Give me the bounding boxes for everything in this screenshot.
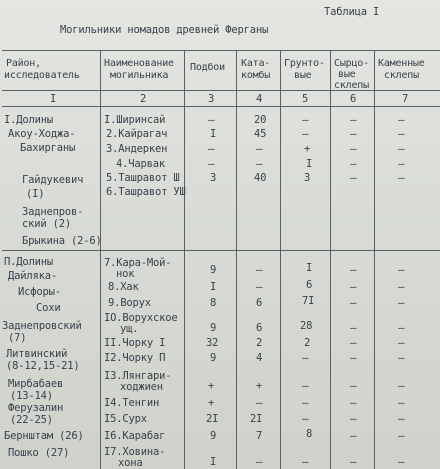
cell-podboi: 2I — [206, 413, 219, 425]
cell-katakomby: – — [256, 157, 263, 170]
col-divider-2 — [184, 50, 185, 469]
cell-kamennye: – — [398, 296, 405, 309]
region-text: I.Долины — [4, 114, 53, 126]
col-number-5: 5 — [302, 93, 309, 105]
cell-podboi: 9 — [210, 352, 217, 364]
site-name: 2.Кайрагач — [106, 128, 168, 140]
cell-syrtsovye: – — [350, 127, 357, 140]
cell-katakomby: – — [256, 396, 263, 409]
header-syrtsovye-2: вые — [338, 69, 356, 80]
cell-podboi: I — [210, 281, 217, 293]
cell-gruntovye: I — [306, 262, 313, 274]
cell-podboi: I — [210, 128, 217, 140]
site-name-cont: нок — [116, 268, 135, 280]
site-name-cont: хона — [118, 457, 143, 469]
cell-syrtsovye: – — [350, 296, 357, 309]
cell-katakomby: – — [256, 280, 263, 293]
cell-syrtsovye: – — [350, 171, 357, 184]
researcher-text: Гайдукевич — [22, 174, 84, 186]
cell-kamennye: – — [398, 351, 405, 364]
cell-gruntovye: 6 — [306, 279, 313, 291]
col-number-6: 6 — [350, 93, 357, 105]
site-name: 9.Ворух — [108, 297, 151, 309]
cell-kamennye: – — [398, 127, 405, 140]
cell-podboi: – — [208, 157, 215, 170]
header-region-2: исследователь — [4, 70, 80, 81]
col-divider-3 — [236, 50, 237, 469]
col-number-2: 2 — [140, 93, 147, 105]
cell-gruntovye: 8 — [306, 428, 313, 440]
cell-gruntovye: I — [306, 158, 313, 170]
header-syrtsovye-1: Сырцо- — [334, 58, 369, 69]
cell-syrtsovye: – — [350, 412, 357, 425]
header-kamennye-2: склепы — [384, 70, 419, 81]
researcher-text: (8-12,15-21) — [6, 360, 80, 372]
cell-katakomby: + — [256, 380, 263, 392]
cell-katakomby: – — [256, 142, 263, 155]
site-name: 6.Ташравот УШ — [106, 186, 186, 198]
cell-katakomby: – — [256, 455, 263, 468]
site-name: IO.Ворухское — [104, 312, 178, 324]
cell-syrtsovye: – — [350, 280, 357, 293]
cell-kamennye: – — [398, 113, 405, 126]
region-text: П.Долины — [4, 256, 53, 268]
cell-podboi: + — [208, 380, 215, 392]
header-gruntovye-2: вые — [294, 70, 312, 81]
col-divider-5 — [330, 50, 331, 469]
cell-gruntovye: – — [302, 127, 309, 140]
header-gruntovye-1: Грунто- — [284, 58, 325, 69]
site-name: I7.Ховина- — [104, 446, 166, 458]
cell-kamennye: – — [398, 429, 405, 442]
cell-gruntovye: – — [302, 455, 309, 468]
cell-kamennye: – — [398, 412, 405, 425]
cell-gruntovye: + — [304, 143, 311, 155]
site-name: 8.Хак — [108, 281, 139, 293]
cell-gruntovye: – — [302, 113, 309, 126]
cell-kamennye: – — [398, 280, 405, 293]
cell-katakomby: – — [256, 263, 263, 276]
researcher-text: Заднепровский — [2, 320, 82, 332]
cell-syrtsovye: – — [350, 336, 357, 349]
cell-kamennye: – — [398, 157, 405, 170]
cell-katakomby: 40 — [254, 172, 267, 184]
researcher-text: (13-14) — [10, 390, 53, 402]
site-name: I.Ширинсай — [104, 114, 166, 126]
site-name: 5.Ташравот Ш — [106, 172, 180, 184]
table-label: Таблица I — [324, 6, 380, 18]
col-number-1: I — [50, 93, 57, 105]
cell-kamennye: – — [398, 171, 405, 184]
site-name: 3.Андеркен — [106, 143, 168, 155]
cell-gruntovye: 2 — [304, 337, 311, 349]
cell-podboi: – — [208, 142, 215, 155]
region-text: Бахирганы — [20, 142, 76, 154]
cell-syrtsovye: – — [350, 455, 357, 468]
cell-podboi: – — [208, 113, 215, 126]
site-name: I2.Чорку П — [104, 352, 166, 364]
researcher-text: Мирбабаев — [8, 378, 64, 390]
cell-syrtsovye: – — [350, 113, 357, 126]
region-text: Сохи — [36, 302, 61, 314]
cell-kamennye: – — [398, 142, 405, 155]
cell-syrtsovye: – — [350, 321, 357, 334]
researcher-text: Брыкина (2-6) — [22, 235, 102, 247]
cell-katakomby: 20 — [254, 114, 267, 126]
site-name: I3.Лянгари- — [104, 370, 172, 382]
cell-syrtsovye: – — [350, 396, 357, 409]
site-name-cont: ходжиен — [120, 381, 163, 393]
cell-kamennye: – — [398, 336, 405, 349]
header-name-1: Наименование — [104, 58, 174, 69]
cell-syrtsovye: – — [350, 429, 357, 442]
cell-syrtsovye: – — [350, 351, 357, 364]
researcher-text: Литвинский — [6, 348, 68, 360]
cell-gruntovye: – — [302, 396, 309, 409]
cell-podboi: 9 — [210, 322, 217, 334]
region-text: Дайляка- — [8, 270, 57, 282]
region-text: Акоу-Ходжа- — [8, 128, 76, 140]
researcher-text: (22-25) — [10, 414, 53, 426]
cell-podboi: 3 — [210, 172, 217, 184]
cell-podboi: I — [210, 456, 217, 468]
cell-kamennye: – — [398, 321, 405, 334]
cell-podboi: + — [208, 397, 215, 409]
cell-syrtsovye: – — [350, 379, 357, 392]
col-divider-1 — [100, 50, 101, 469]
researcher-text: (7) — [8, 332, 27, 344]
cell-kamennye: – — [398, 263, 405, 276]
cell-gruntovye: 3 — [304, 172, 311, 184]
header-region-1: Район, — [6, 58, 41, 69]
cell-gruntovye: – — [302, 412, 309, 425]
header-name-2: могильника — [110, 70, 169, 81]
cell-katakomby: 2I — [250, 413, 263, 425]
site-name: II.Чорку I — [104, 337, 166, 349]
site-name: I4.Тенгин — [104, 397, 160, 409]
cell-katakomby: 2 — [256, 337, 263, 349]
researcher-text: Пошко (27) — [8, 447, 70, 459]
cell-katakomby: 6 — [256, 322, 263, 334]
researcher-text: (I) — [26, 188, 45, 200]
cell-gruntovye: – — [302, 379, 309, 392]
site-name: I6.Карабаг — [104, 430, 166, 442]
table-title: Могильники номадов древней Ферганы — [60, 24, 269, 36]
cell-syrtsovye: – — [350, 157, 357, 170]
cell-katakomby: 6 — [256, 297, 263, 309]
cell-podboi: 32 — [206, 337, 219, 349]
header-katakomby-1: Ката- — [241, 58, 271, 69]
cell-gruntovye: – — [302, 351, 309, 364]
header-katakomby-2: комбы — [241, 70, 271, 81]
cell-syrtsovye: – — [350, 263, 357, 276]
site-name: 7.Кара-Мой- — [104, 257, 172, 269]
cell-podboi: 8 — [210, 297, 217, 309]
cell-kamennye: – — [398, 455, 405, 468]
header-podboi: Подбои — [190, 62, 225, 73]
cell-katakomby: 7 — [256, 430, 263, 442]
cell-gruntovye: 28 — [300, 320, 313, 332]
cell-podboi: 9 — [210, 264, 217, 276]
header-kamennye-1: Каменные — [378, 58, 425, 69]
col-number-3: 3 — [208, 93, 215, 105]
cell-kamennye: – — [398, 379, 405, 392]
cell-katakomby: 45 — [254, 128, 267, 140]
researcher-text: Ферузалин — [8, 402, 64, 414]
researcher-text: ский (2) — [22, 218, 71, 230]
col-number-7: 7 — [402, 93, 409, 105]
col-divider-4 — [280, 50, 281, 469]
cell-podboi: 9 — [210, 430, 217, 442]
site-name: 4.Чарвак — [116, 158, 165, 170]
header-syrtsovye-3: склепы — [334, 80, 369, 91]
cell-kamennye: – — [398, 396, 405, 409]
cell-katakomby: 4 — [256, 352, 263, 364]
site-name: I5.Сурх — [104, 413, 147, 425]
col-number-4: 4 — [256, 93, 263, 105]
site-name-cont: ущ. — [120, 323, 139, 335]
cell-gruntovye: 7I — [302, 295, 315, 307]
region-text: Исфоры- — [18, 286, 61, 298]
researcher-text: Заднепров- — [22, 206, 84, 218]
researcher-text: Бернштам (26) — [4, 430, 84, 442]
cell-syrtsovye: – — [350, 142, 357, 155]
col-divider-6 — [374, 50, 375, 469]
